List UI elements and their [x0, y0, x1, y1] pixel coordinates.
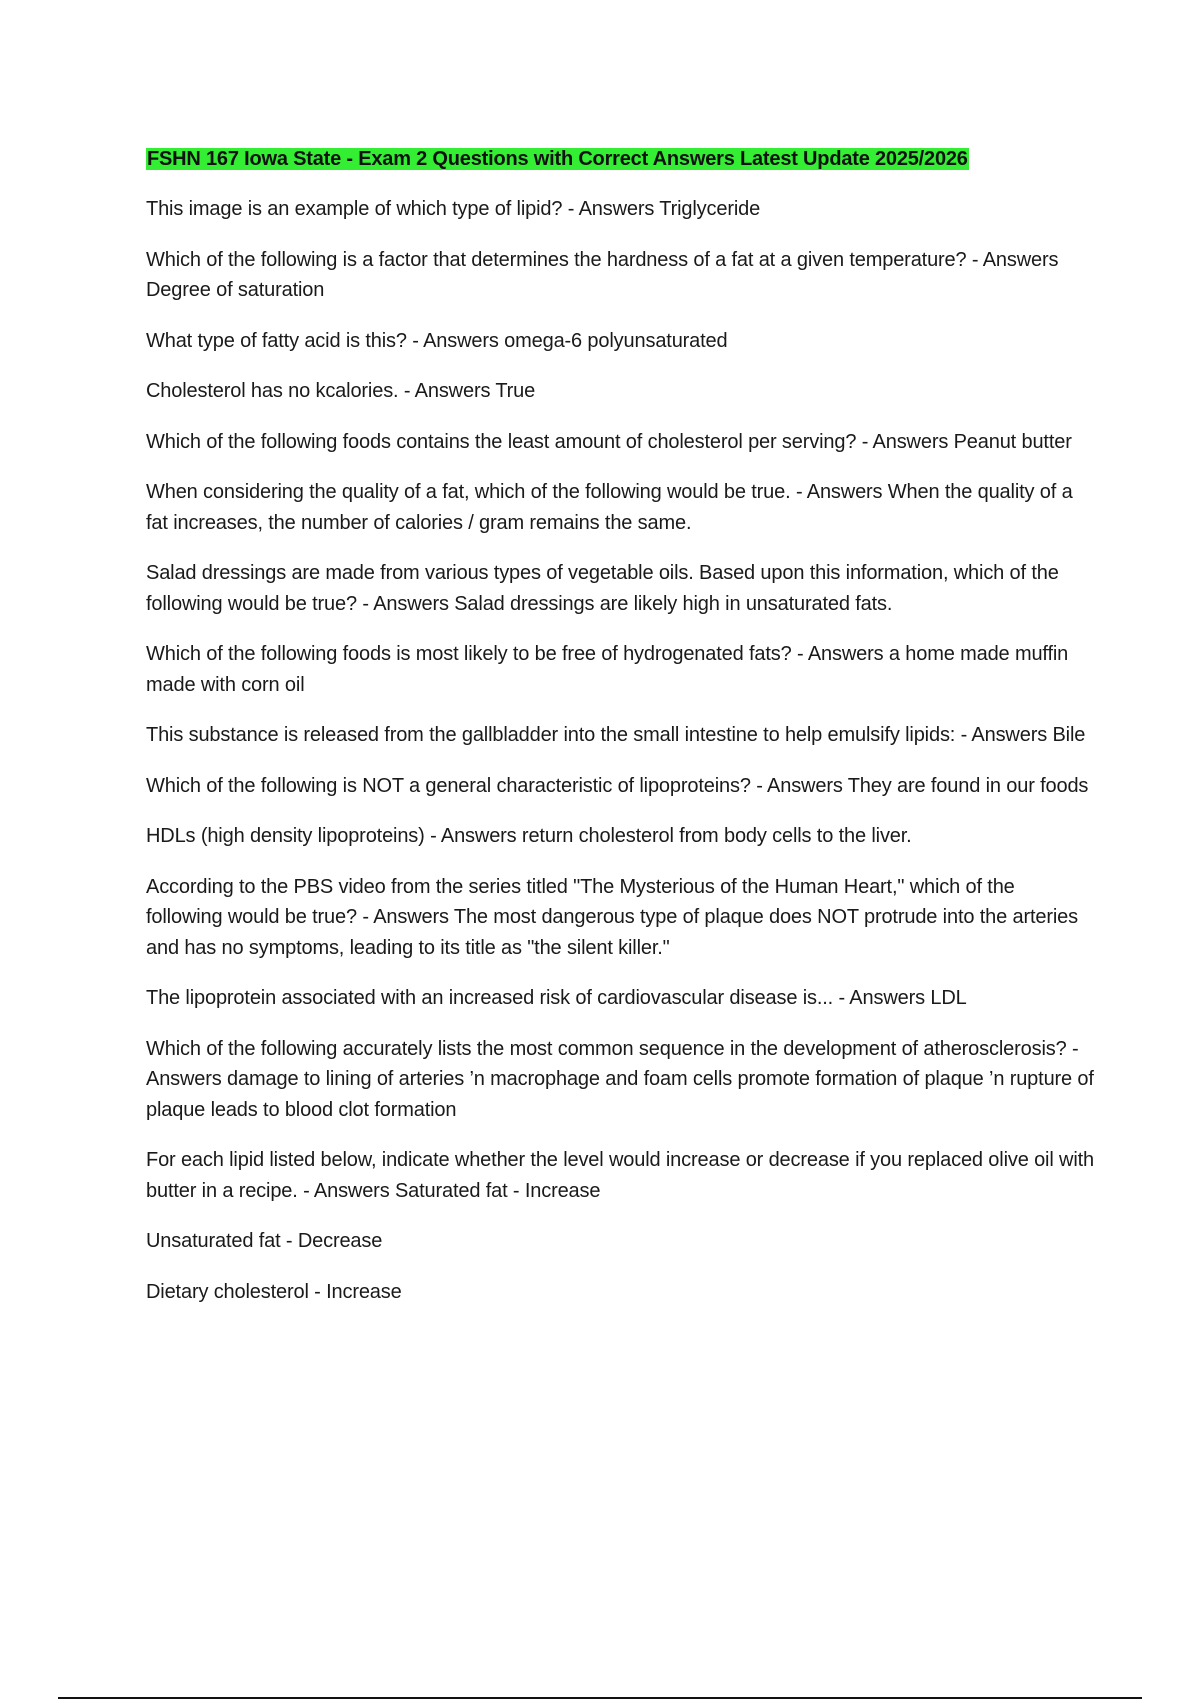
qa-item: According to the PBS video from the series titled "The Mysterious of the Human Heart," which of the following would be true? - Answers The most dangerous type of plaque does NOT protrude into the arteries and has no symptoms, leading to its title as "the silent killer."	[146, 875, 1078, 959]
qa-item: HDLs (high density lipoproteins) - Answers return cholesterol from body cells to the liver.	[146, 825, 912, 847]
qa-item: Salad dressings are made from various types of vegetable oils. Based upon this information, which of the following would be true? - Answers Salad dressings are likely high in unsaturated fats.	[146, 562, 1059, 615]
qa-item: Cholesterol has no kcalories. - Answers True	[146, 380, 536, 402]
qa-item: For each lipid listed below, indicate whether the level would increase or decrease if you replaced olive oil with butter in a recipe. - Answers Saturated fat - Increase	[146, 1149, 1095, 1202]
qa-item: Which of the following foods contains the least amount of cholesterol per serving? - Answers Peanut butter	[146, 430, 1072, 453]
document-body	[146, 144, 1096, 1327]
qa-item: Which of the following is a factor that determines the hardness of a fat at a given temperature? - Answers Degree of saturation	[146, 248, 1059, 301]
qa-item: This substance is released from the gallbladder into the small intestine to help emulsify lipids: - Answers Bile	[146, 724, 1086, 746]
footer-rule	[58, 1697, 1142, 1699]
qa-item: Dietary cholesterol - Increase	[146, 1280, 402, 1303]
title-line	[146, 144, 1096, 176]
qa-item: Which of the following is NOT a general characteristic of lipoproteins? - Answers They are found in our foods	[146, 774, 1089, 797]
qa-item: The lipoprotein associated with an increased risk of cardiovascular disease is... - Answers LDL	[146, 987, 967, 1009]
qa-item: Unsaturated fat - Decrease	[146, 1230, 383, 1252]
qa-item: What type of fatty acid is this? - Answers omega-6 polyunsaturated	[146, 329, 728, 352]
qa-item: This image is an example of which type of lipid? - Answers Triglyceride	[146, 198, 761, 220]
qa-item: Which of the following foods is most likely to be free of hydrogenated fats? - Answers a home made muffin made with corn oil	[146, 643, 1069, 696]
qa-item: When considering the quality of a fat, which of the following would be true. - Answers When the quality of a fat increases, the number of calories / gram remains the same.	[146, 481, 1073, 534]
qa-item: Which of the following accurately lists the most common sequence in the development of atherosclerosis? - Answers damage to lining of arteries ’n macrophage and foam cells promote formation of plaque ’n rupture of plaque leads to blood clot formation	[146, 1037, 1094, 1121]
document-title: FSHN 167 Iowa State - Exam 2 Questions with Correct Answers Latest Update 2025/2026	[147, 148, 968, 170]
